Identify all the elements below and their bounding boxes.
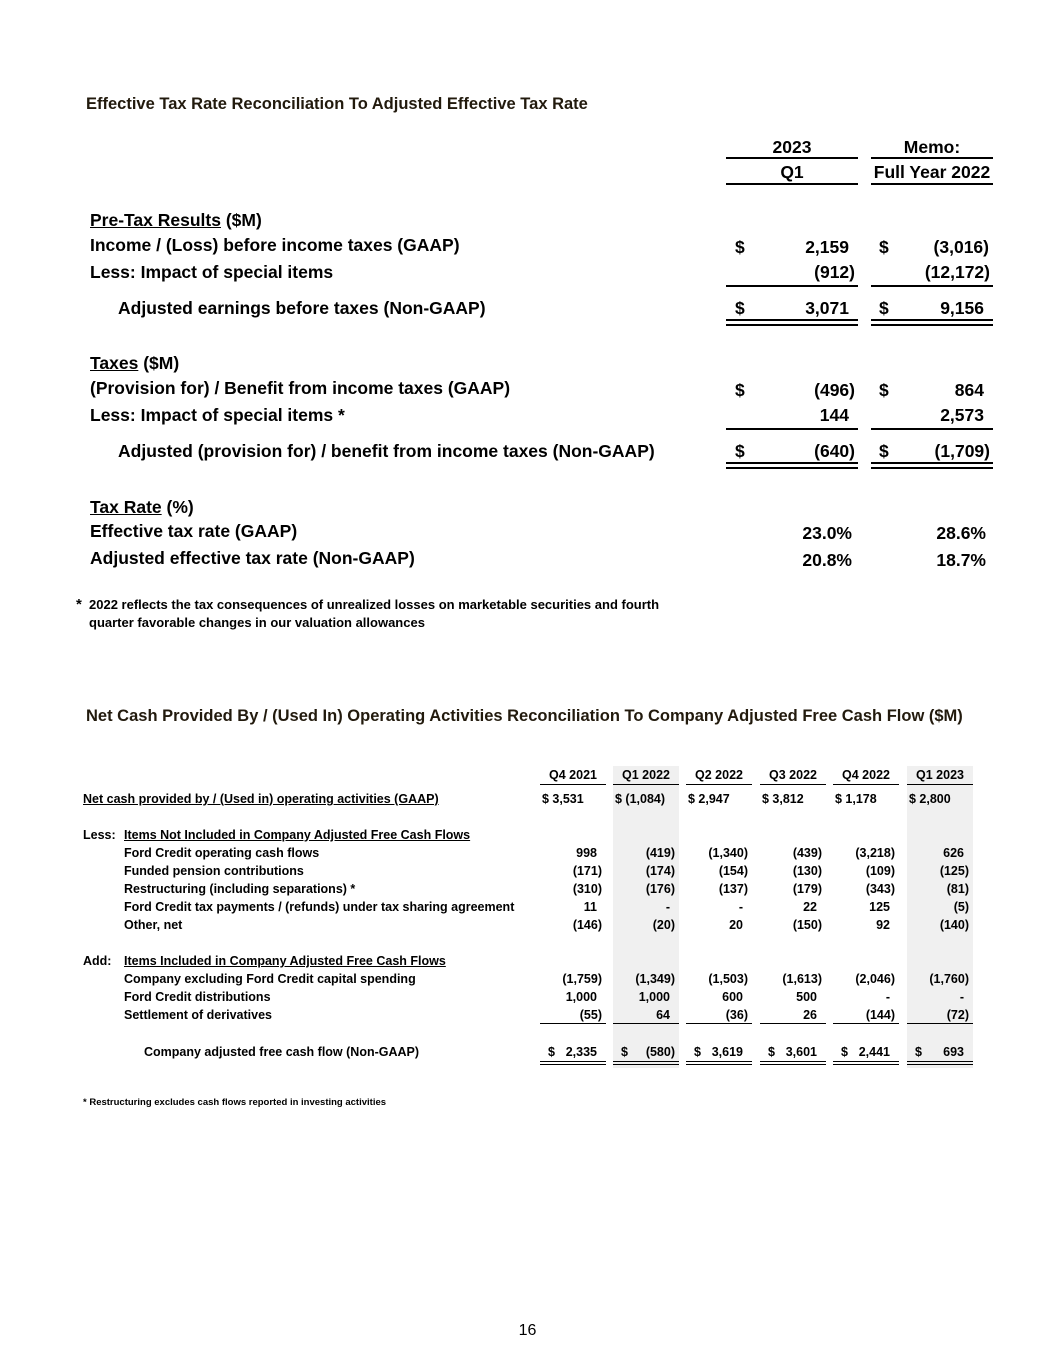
header-rule [833,784,899,785]
col-header-q1: Q1 [780,162,804,182]
cell-value: (176) [645,882,675,896]
row-label: Company excluding Ford Credit capital spending [124,972,416,986]
column-header: Q3 2022 [769,768,817,782]
cell-value: $ 2,800 [909,792,951,806]
row-label-effective-rate: Effective tax rate (GAAP) [90,521,298,541]
total-double-rule [613,1061,679,1065]
row-label-adjusted-ebt: Adjusted earnings before taxes (Non-GAAP) [118,298,486,318]
cell-value: 26 [803,1008,817,1022]
cell-value: (150) [792,918,822,932]
header-rule [540,784,606,785]
value-q1-2023: 2,159 [805,237,849,257]
cell-value: (5) [953,900,969,914]
cell-value: (20) [652,918,675,932]
dollar-sign: $ [879,380,889,400]
value-fy-2022: 2,573 [940,405,984,425]
header-rule [871,157,993,159]
column-header: Q1 2022 [622,768,670,782]
header-rule [907,784,973,785]
cell-value: 693 [943,1045,964,1059]
header-rule [871,183,993,185]
row-label-special-items-tax: Less: Impact of special items * [90,405,345,425]
value-fy-2022: 9,156 [940,298,984,318]
value-q1-2023: (912) [814,262,855,282]
cell-value: (2,046) [855,972,895,986]
subtotal-rule [686,1023,752,1024]
cell-value: 3,619 [711,1045,743,1059]
row-label: Restructuring (including separations) * [124,882,356,896]
header-rule [760,784,826,785]
dollar-sign: $ [768,1045,775,1059]
col-header-memo: Memo: [903,137,961,157]
cell-value: (144) [865,1008,895,1022]
cell-value: (140) [939,918,969,932]
dollar-sign: $ [735,237,745,257]
row-label-income-before-taxes: Income / (Loss) before income taxes (GAAP) [90,235,460,255]
cell-value: 1,000 [565,990,597,1004]
total-double-rule [833,1061,899,1065]
cell-value: $ (1,084) [615,792,666,806]
add-heading: Add: Items Included in Company Adjusted Free Cash Flows [83,954,446,968]
cash-section-title: Net Cash Provided By / (Used In) Operating Activities Reconciliation To Company Adjusted Free Cash Flow ($M) [86,707,963,725]
cell-value: (137) [718,882,748,896]
col-header-full-year-2022: Full Year 2022 [873,162,991,182]
row-label-provision-gaap: (Provision for) / Benefit from income taxes (GAAP) [90,378,511,398]
tax-footnote: * 2022 reflects the tax consequences of unrealized losses on marketable securities and fourth quarter favorable changes in our valuation allowances [76,596,660,630]
subtotal-rule [726,285,858,287]
subtotal-rule [871,285,993,287]
dollar-sign: $ [879,441,889,461]
cell-value: (310) [572,882,602,896]
cell-value: (1,760) [929,972,969,986]
cell-value: 500 [796,990,817,1004]
cell-value: (109) [865,864,895,878]
row-label-gaap-cash: Net cash provided by / (Used in) operating activities (GAAP) [83,792,439,806]
cell-value: (81) [946,882,969,896]
column-header: Q1 2023 [916,768,964,782]
value-fy-2022: 28.6% [936,523,986,543]
value-q1-2023: 144 [819,405,849,425]
cell-value: - [959,990,964,1004]
cell-value: 64 [656,1008,670,1022]
column-header: Q4 2022 [842,768,890,782]
row-label: Funded pension contributions [124,864,304,878]
cell-value: 92 [876,918,890,932]
total-double-rule [871,462,993,469]
subtotal-rule [726,428,858,430]
cell-value: (1,759) [562,972,602,986]
cell-value: 998 [576,846,597,860]
row-label: Other, net [124,918,183,932]
tax-rate-heading: Tax Rate (%) [90,497,194,517]
column-header: Q4 2021 [549,768,597,782]
total-double-rule [907,1061,973,1065]
value-fy-2022: (3,016) [933,237,989,257]
cell-value: 3,601 [785,1045,817,1059]
cell-value: (1,349) [635,972,675,986]
dollar-sign: $ [548,1045,555,1059]
total-double-rule [540,1061,606,1065]
tax-section-title: Effective Tax Rate Reconciliation To Adjusted Effective Tax Rate [86,95,588,113]
column-header: Q2 2022 [695,768,743,782]
cell-value: (439) [792,846,822,860]
row-label-adjusted-rate: Adjusted effective tax rate (Non-GAAP) [90,548,415,568]
dollar-sign: $ [735,380,745,400]
subtotal-rule [871,428,993,430]
cell-value: (179) [792,882,822,896]
cell-value: 22 [803,900,817,914]
value-q1-2023: (640) [814,441,855,461]
row-label: Ford Credit tax payments / (refunds) under tax sharing agreement [124,900,515,914]
value-q1-2023: (496) [814,380,855,400]
cell-value: (55) [579,1008,602,1022]
row-label: Ford Credit operating cash flows [124,846,320,860]
cell-value: (343) [865,882,895,896]
cell-value: 20 [729,918,743,932]
pretax-heading: Pre-Tax Results ($M) [90,210,262,230]
dollar-sign: $ [694,1045,701,1059]
cell-value: - [665,900,670,914]
row-label-adjusted-provision: Adjusted (provision for) / benefit from income taxes (Non-GAAP) [118,441,655,461]
dollar-sign: $ [621,1045,628,1059]
cash-footnote: * Restructuring excludes cash flows reported in investing activities [83,1097,387,1108]
subtotal-rule [833,1023,899,1024]
cell-value: (174) [645,864,675,878]
total-double-rule [760,1061,826,1065]
cell-value: - [885,990,890,1004]
cell-value: (130) [792,864,822,878]
value-fy-2022: 18.7% [936,550,986,570]
value-q1-2023: 3,071 [805,298,849,318]
header-rule [613,784,679,785]
total-double-rule [726,462,858,469]
dollar-sign: $ [879,298,889,318]
cell-value: (125) [939,864,969,878]
dollar-sign: $ [915,1045,922,1059]
total-double-rule [871,319,993,326]
cell-value: (580) [645,1045,675,1059]
cell-value: (146) [572,918,602,932]
dollar-sign: $ [879,237,889,257]
total-double-rule [686,1061,752,1065]
cell-value: - [738,900,743,914]
cell-value: (171) [572,864,602,878]
subtotal-rule [540,1023,606,1024]
value-q1-2023: 20.8% [802,550,852,570]
value-fy-2022: (12,172) [924,262,990,282]
cell-value: 125 [869,900,890,914]
total-double-rule [726,319,858,326]
cell-value: 1,000 [638,990,670,1004]
row-label-adjusted-fcf: Company adjusted free cash flow (Non-GAAP) [144,1045,420,1059]
subtotal-rule [907,1023,973,1024]
cell-value: $ 2,947 [688,792,730,806]
cell-value: (419) [645,846,675,860]
row-label-special-items: Less: Impact of special items [90,262,334,282]
cell-value: (3,218) [855,846,895,860]
cell-value: 600 [722,990,743,1004]
cell-value: (1,503) [708,972,748,986]
cell-value: (1,613) [782,972,822,986]
dollar-sign: $ [735,298,745,318]
header-rule [686,784,752,785]
value-fy-2022: 864 [954,380,984,400]
subtotal-rule [760,1023,826,1024]
row-label: Ford Credit distributions [124,990,271,1004]
cell-value: (1,340) [708,846,748,860]
row-label: Settlement of derivatives [124,1008,272,1022]
dollar-sign: $ [735,441,745,461]
cell-value: 2,335 [565,1045,597,1059]
cell-value: $ 3,531 [542,792,584,806]
cell-value: (72) [946,1008,969,1022]
value-fy-2022: (1,709) [934,441,990,461]
cell-value: 11 [583,900,597,914]
header-rule [726,157,858,159]
cell-value: 2,441 [858,1045,890,1059]
cell-value: 626 [943,846,964,860]
footnote-asterisk: * [76,596,82,613]
dollar-sign: $ [841,1045,848,1059]
page-number: 16 [518,1322,537,1339]
taxes-heading: Taxes ($M) [90,353,180,373]
header-rule [726,183,858,185]
value-q1-2023: 23.0% [802,523,852,543]
col-header-2023: 2023 [772,137,812,157]
cell-value: (154) [718,864,748,878]
cell-value: $ 3,812 [762,792,804,806]
subtotal-rule [613,1023,679,1024]
cell-value: $ 1,178 [835,792,877,806]
less-heading: Less: Items Not Included in Company Adjusted Free Cash Flows [83,828,471,842]
cell-value: (36) [725,1008,748,1022]
